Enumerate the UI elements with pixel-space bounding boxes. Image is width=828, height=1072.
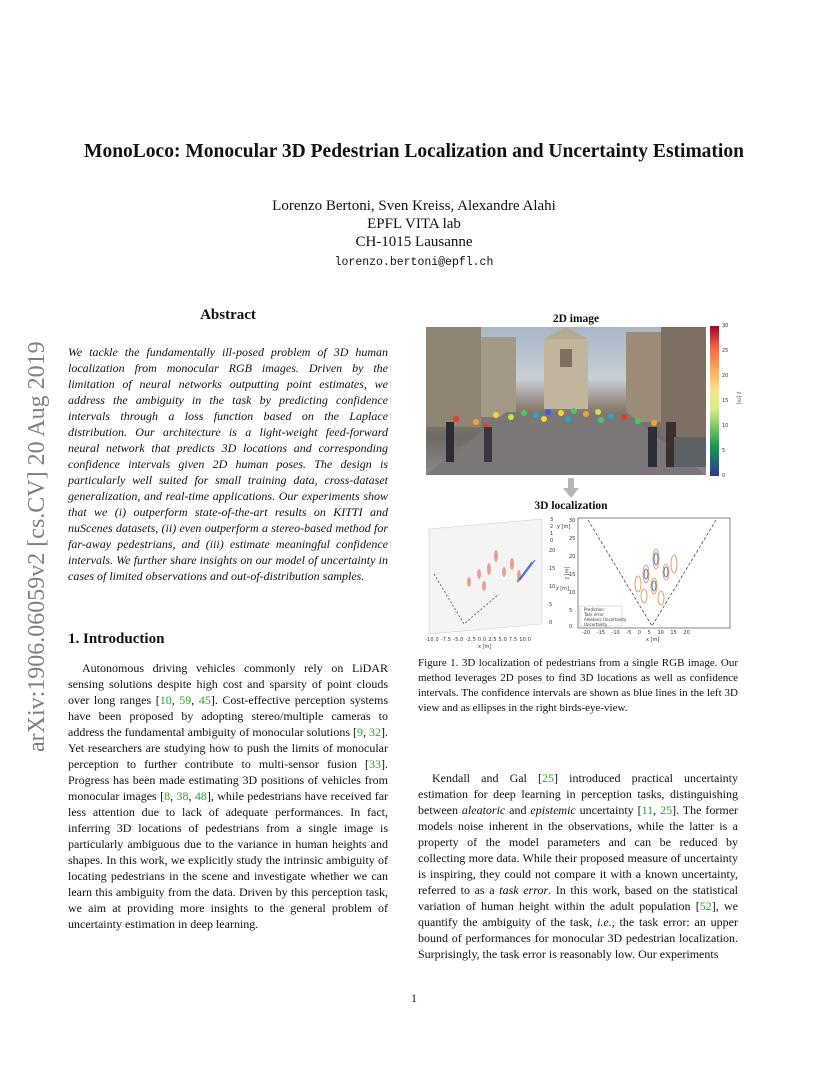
figure-label-2d: 2D image: [552, 313, 600, 325]
colorbar-tick: 30: [722, 323, 729, 329]
bev-ytick: 0: [569, 624, 573, 630]
citation-link[interactable]: 25: [542, 771, 555, 785]
figure-label-3d: 3D localization: [534, 500, 608, 512]
colorbar-tick: 20: [722, 373, 729, 379]
plot3d-ylabel: y [m]: [557, 524, 571, 530]
legend-entry: Aleatoric Uncertainty: [584, 617, 627, 622]
plot3d-ytick: 3: [550, 517, 554, 523]
paper-authors: Lorenzo Bertoni, Sven Kreiss, Alexandre Alahi: [272, 198, 556, 214]
citation-link[interactable]: 11: [641, 803, 654, 817]
citation-link[interactable]: 8: [164, 789, 171, 803]
citation-link[interactable]: 10: [159, 693, 172, 707]
legend-entry: Prediction: [584, 607, 604, 612]
street-scene-illustration: [426, 327, 706, 475]
legend-entry: Uncertainty: [584, 622, 608, 627]
intro-heading: 1. Introduction: [68, 631, 165, 647]
bev-ylabel: z [m]: [564, 566, 571, 580]
intro-body: [68, 660, 388, 932]
citation-link[interactable]: 52: [699, 899, 712, 913]
plot3d-zlabel: z [m]: [556, 586, 569, 592]
bev-xlabel: x [m]: [646, 637, 660, 643]
paper-email[interactable]: lorenzo.bertoni@epfl.ch: [334, 256, 494, 269]
colorbar-tick: 25: [722, 348, 729, 354]
bev-ytick: 20: [569, 554, 576, 560]
citation-link[interactable]: 45: [198, 693, 211, 707]
plot3d-ztick: 5: [549, 602, 553, 608]
plot3d-ztick: 15: [549, 566, 556, 572]
bev-ytick: 5: [569, 608, 573, 614]
arxiv-stamp: arXiv:1906.06059v2 [cs.CV] 20 Aug 2019: [24, 341, 50, 752]
plot3d-xtick-labels: -10.0 -7.5 -5.0 -2.5 0.0 2.5 5.0 7.5 10.0: [425, 637, 532, 643]
colorbar-tick: 5: [722, 448, 726, 454]
citation-link[interactable]: 32: [369, 725, 382, 739]
paper-title: MonoLoco: Monocular 3D Pedestrian Localization and Uncertainty Estimation: [84, 141, 744, 162]
plot3d-ztick: 0: [549, 620, 553, 626]
right-paragraph: Kendall and Gal [25] introduced practical uncertainty estimation for deep learning in perception tasks, distinguishing between aleatoric and epistemic uncertainty [11, 25]. The former models noise inherent in the observations, while the latter is a property of the model parameters and can be reduced by collecting more data. While their proposed measure of uncertainty is inspiring, they could not compare it with a known uncertainty, referred to as a task error. In this work, based on the statistical variation of human height within the adult population [52], we quantify the ambiguity of the task, i.e., the task error: an upper bound of performances for monocular 3D pedestrian localization. Surprisingly, the task error is reasonably low. Our experiments: [418, 771, 739, 961]
abstract-body: [68, 344, 388, 584]
bev-ytick: 25: [569, 536, 576, 542]
right-column-body: [418, 770, 738, 962]
citation-link[interactable]: 33: [369, 757, 381, 771]
colorbar-tick: 10: [722, 423, 729, 429]
paper-lab: EPFL VITA lab: [367, 216, 461, 232]
citation-link[interactable]: 25: [660, 803, 673, 817]
legend-entry: Task error: [584, 612, 604, 617]
colorbar-label: z [m]: [735, 391, 742, 405]
paper-location: CH-1015 Lausanne: [355, 234, 473, 250]
abstract-heading: Abstract: [200, 307, 256, 323]
page-number: 1: [411, 991, 417, 1005]
plot3d-ytick: 2: [550, 524, 554, 530]
plot3d-ytick: 1: [550, 531, 554, 537]
bev-legend: [584, 607, 626, 627]
citation-link[interactable]: 59: [179, 693, 192, 707]
plot3d-ztick: 10: [549, 584, 556, 590]
citation-link[interactable]: 9: [357, 725, 363, 739]
figure-caption: Figure 1. 3D localization of pedestrians from a single RGB image. Our method leverages 2D poses to find 3D locations as well as confidence intervals. The confidence intervals are shown as blue lines in the left 3D view and as ellipses in the right birds-eye-view.: [418, 657, 738, 714]
bev-ytick: 10: [569, 590, 576, 596]
citation-link[interactable]: 38: [176, 789, 189, 803]
bev-ytick: 30: [569, 518, 576, 524]
abstract-text: We tackle the fundamentally ill-posed problem of 3D human localization from monocular RGB images. Driven by the limitation of neural networks outputting point estimates, we address the ambiguity in the task by predicting confidence intervals through a loss function based on the Laplace distribution. Our architecture is a light-weight feed-forward neural network that predicts 3D locations and corresponding confidence intervals given 2D human poses. The design is particularly well suited for small training data, cross-dataset generalization, and real-time applications. Our experiments show that we (i) outperform state-of-the-art results on KITTI and nuScenes datasets, (ii) even outperform a stereo-based method for far-away pedestrians, and (iii) estimate meaningful confidence intervals. We further share insights on our model of uncertainty in cases of limited observations and out-of-distribution samples.: [68, 345, 388, 583]
depth-colorbar: [710, 326, 719, 476]
bev-xtick-labels: -20 -15 -10 -5 0 5 10 15 20: [582, 630, 690, 636]
plot3d-ytick: 0: [550, 538, 554, 544]
colorbar-tick: 0: [722, 473, 726, 479]
plot3d-xlabel: x [m]: [478, 644, 492, 650]
street-photo-2d: [426, 327, 706, 475]
citation-link[interactable]: 48: [194, 789, 207, 803]
bev-ytick: 15: [569, 572, 576, 578]
intro-paragraph: Autonomous driving vehicles commonly rely on LiDAR sensing solutions despite high cost and sparsity of point clouds over long ranges [10, 59, 45]. Cost-effective perception systems have been proposed by adopting stereo/multiple cameras to address the fundamental ambiguity of monocular solutions [9, 32]. Yet researchers are studying how to push the limits of monocular perception to further contribute to multi-sensor fusion [33]. Progress has been made estimating 3D positions of vehicles from monocular images [8, 38, 48], while pedestrians have received far less attention due to lack of adequate performances. In fact, inferring 3D locations of pedestrians from a single image is particularly ambiguous due to the variance in human heights and shapes. In this work, we explicitly study the intrinsic ambiguity of locating pedestrians in the scene and investigate whether we can learn this ambiguity from the data. Driven by this perception task, we aim at providing more insights to the general problem of uncertainty estimation in deep learning.: [68, 661, 389, 931]
colorbar-tick: 15: [722, 398, 729, 404]
plot3d-ztick: 20: [549, 548, 556, 554]
